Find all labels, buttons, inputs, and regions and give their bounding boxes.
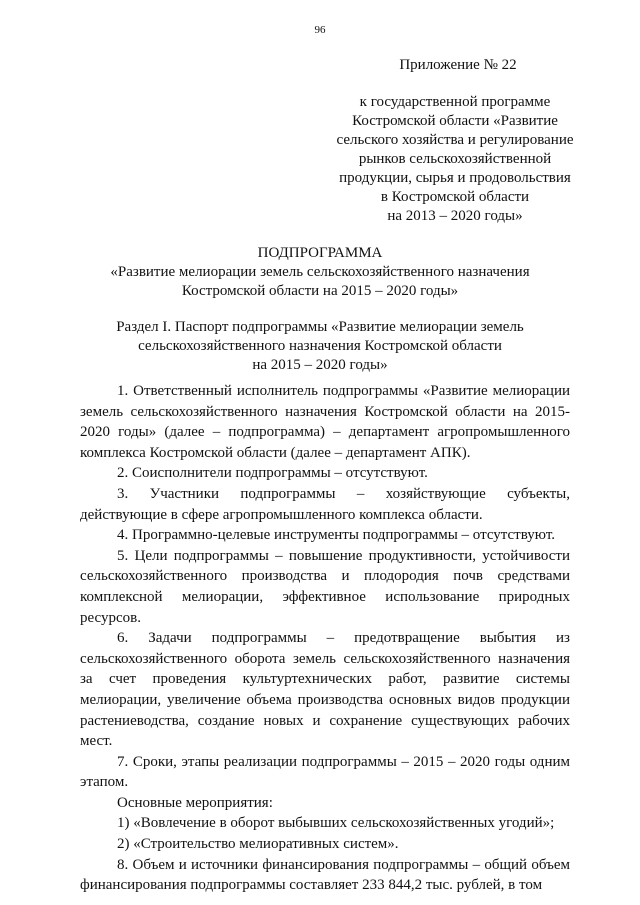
appendix-subtitle (330, 93, 580, 226)
paragraph-tasks: 6. Задачи подпрограммы – предотвращение выбытия из сельскохозяйственного оборота земель сельскохозяйственного назначения за счет проведения культуртехнических работ, развитие системы мелиорации, увеличение объема производства основных видов продукции растениеводства, создание новых и сохранение существующих рабочих мест. (80, 630, 570, 750)
paragraph-goals: 5. Цели подпрограммы – повышение продуктивности, устойчивости сельскохозяйственного производства и плодородия почв средствами комплексной мелиорации, эффективное использование природных ресурсов. (80, 547, 570, 626)
paragraph-timeline: 7. Сроки, этапы реализации подпрограммы – 2015 – 2020 годы одним этапом. (80, 753, 570, 791)
paragraph-funding: 8. Объем и источники финансирования подпрограммы – общий объем финансирования подпрограммы составляет 233 844,2 тыс. рублей, в том (80, 856, 570, 894)
page-number: 96 (314, 24, 326, 36)
paragraph-activity-2: 2) «Строительство мелиоративных систем». (117, 836, 399, 853)
appendix-title: Приложение № 22 (399, 57, 517, 73)
paragraph-responsible-executor: 1. Ответственный исполнитель подпрограммы «Развитие мелиорации земель сельскохозяйственного назначения Костромской области на 2015-2020 годы» (далее – подпрограмма) – департамент агропромышленного комплекса Костромской области (далее – департамент АПК). (80, 383, 570, 461)
appendix-line: к государственной программе (359, 94, 551, 110)
appendix-line: продукции, сырья и продовольствия (339, 170, 571, 186)
paragraph-main-activities: Основные мероприятия: (117, 794, 273, 811)
passport-body (80, 381, 570, 896)
subprogram-heading-block (80, 244, 560, 301)
appendix-line: на 2013 – 2020 годы» (387, 208, 523, 224)
paragraph-instruments: 4. Программно-целевые инструменты подпрограммы – отсутствуют. (117, 527, 555, 544)
section-heading-line: сельскохозяйственного назначения Костромской области (138, 338, 502, 354)
section-heading (80, 318, 560, 375)
paragraph-participants: 3. Участники подпрограммы – хозяйствующие субъекты, действующие в сфере агропромышленного комплекса области. (80, 485, 570, 523)
subprogram-title-line: Костромской области на 2015 – 2020 годы» (181, 283, 459, 299)
appendix-line: рынков сельскохозяйственной (358, 151, 552, 167)
appendix-line: сельского хозяйства и регулирование (336, 132, 574, 148)
paragraph-co-executors: 2. Соисполнители подпрограммы – отсутствуют. (117, 465, 428, 482)
section-heading-line: на 2015 – 2020 годы» (252, 357, 388, 373)
paragraph-activity-1: 1) «Вовлечение в оборот выбывших сельскохозяйственных угодий»; (117, 815, 555, 832)
appendix-line: Костромской области «Развитие (352, 113, 558, 129)
appendix-line: в Костромской области (380, 189, 530, 205)
subprogram-title-line: «Развитие мелиорации земель сельскохозяйственного назначения (110, 264, 530, 280)
subprogram-heading: ПОДПРОГРАММА (257, 245, 383, 261)
section-heading-line: Раздел I. Паспорт подпрограммы «Развитие мелиорации земель (116, 319, 524, 335)
